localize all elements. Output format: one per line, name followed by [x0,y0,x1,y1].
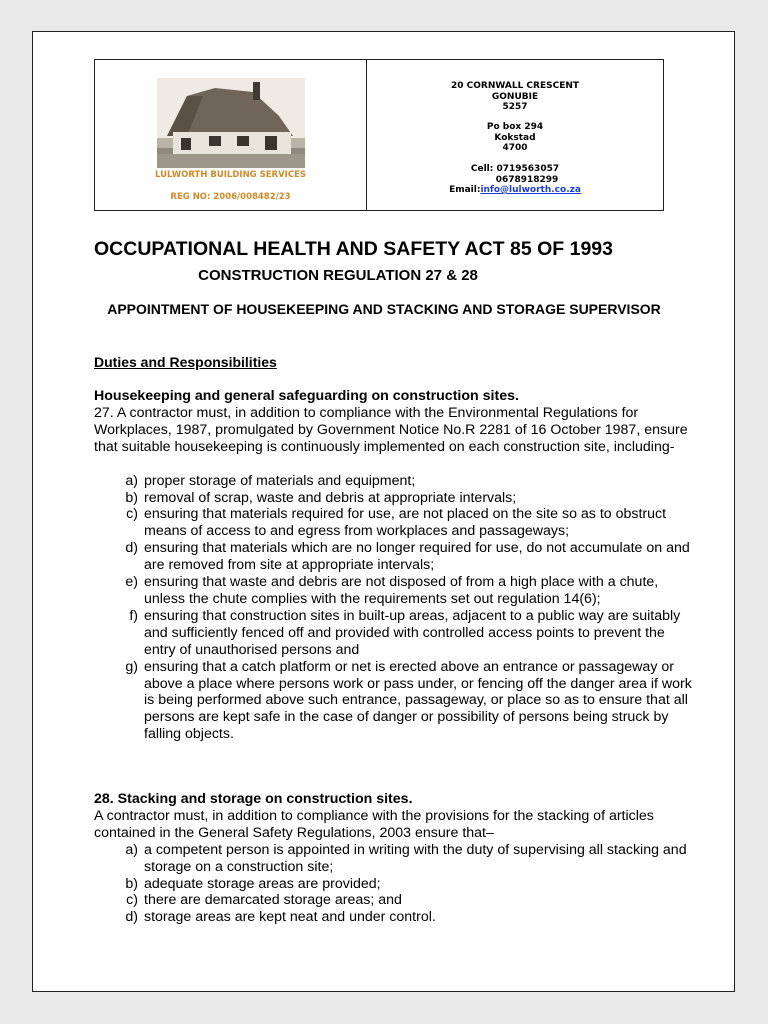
list-letter: f) [129,607,138,624]
duties-heading: Duties and Responsibilities [94,354,277,370]
section-28 [94,791,694,926]
section-28-heading: 28. Stacking and storage on construction sites. [94,791,413,807]
section-28-intro: A contractor must, in addition to compliance with the provisions for the stacking of articles contained in the General Safety Regulations, 2003 ensure that– [94,807,654,841]
list-text: ensuring that a catch platform or net is erected above an entrance or passageway or above a place where persons work or pass under, or fencing off the danger area if work is being performed above such entrance, passageway, or place so as to ensure that all persons are kept safe in the case of danger or possibility of persons being struck by falling objects. [144,658,692,743]
cell-number-2: 0678918299 [495,174,559,185]
list-item [94,540,694,574]
address-line: Kokstad [494,132,536,143]
list-item [94,909,694,926]
list-item [94,473,694,490]
list-letter: d) [125,540,138,557]
list-letter: g) [125,658,138,675]
list-text: proper storage of materials and equipment; [144,472,416,489]
list-text: ensuring that construction sites in built-up areas, adjacent to a public way are suitably and sufficiently fenced off and provided with controlled access points to prevent the entry of unauthorised persons and [144,607,681,658]
document-title: OCCUPATIONAL HEALTH AND SAFETY ACT 85 OF 1993 [94,238,613,260]
list-item [94,608,694,659]
subtitle-text: CONSTRUCTION REGULATION 27 & 28 [198,267,478,284]
list-text: adequate storage areas are provided; [144,875,381,892]
section-27 [94,388,694,743]
address-line: 5257 [502,102,528,112]
address-line: GONUBIE [491,91,539,102]
list-letter: a) [125,841,138,858]
list-letter: a) [125,472,138,489]
appointment-heading: APPOINTMENT OF HOUSEKEEPING AND STACKING AND STORAGE SUPERVISOR [107,301,661,317]
document-page [32,31,735,992]
list-letter: b) [125,489,138,506]
list-item [94,876,694,893]
list-text: there are demarcated storage areas; and [144,892,402,909]
list-text: ensuring that materials required for use, are not placed on the site so as to obstruct means of access to and egress from workplaces and passageways; [144,506,667,540]
letterhead [94,59,664,211]
list-item [94,506,694,540]
list-letter: b) [125,875,138,892]
postal-address [367,122,663,154]
list-letter: e) [125,574,138,591]
document-subtitle [33,267,736,284]
list-item [94,659,694,744]
letterhead-logo-cell [95,60,367,210]
contact-details [367,164,663,196]
email-label: Email: [449,185,481,195]
section-27-intro: 27. A contractor must, in addition to compliance with the Environmental Regulations for Workplaces, 1987, promulgated by Government Notice No.R 2281 of 16 October 1987, ensure that suitable housekeeping is continuously implemented on each construction site, including- [94,404,688,455]
list-letter: c) [126,892,138,909]
section-27-heading: Housekeeping and general safeguarding on construction sites. [94,388,519,404]
address-line: Po box 294 [486,122,544,132]
list-item [94,842,694,876]
list-text: ensuring that waste and debris are not disposed of from a high place with a chute, unless the chute complies with the requirements set out regulation 14(6); [144,574,659,607]
list-item [94,892,694,909]
list-letter: c) [126,506,138,523]
registration-number: REG NO: 2006/008482/23 [170,192,291,202]
list-text: ensuring that materials which are no longer required for use, do not accumulate on and are removed from site at appropriate intervals; [144,540,690,574]
company-name: LULWORTH BUILDING SERVICES [154,170,307,180]
house-photo [157,78,305,168]
street-address [367,81,663,113]
section-27-list [94,473,694,744]
section-28-list [94,842,694,927]
cell-number: Cell: 0719563057 [470,164,560,174]
email-link[interactable]: info@lulworth.co.za [480,185,581,195]
email-line [367,185,663,196]
list-item [94,490,694,507]
list-text: storage areas are kept neat and under control. [144,909,436,926]
list-text: a competent person is appointed in writing with the duty of supervising all stacking and storage on a construction site; [144,841,687,875]
letterhead-contact-cell [367,60,663,210]
list-item [94,574,694,608]
list-text: removal of scrap, waste and debris at appropriate intervals; [144,489,517,506]
list-letter: d) [125,909,138,926]
address-line: 20 CORNWALL CRESCENT [450,81,580,91]
address-line: 4700 [502,143,528,153]
